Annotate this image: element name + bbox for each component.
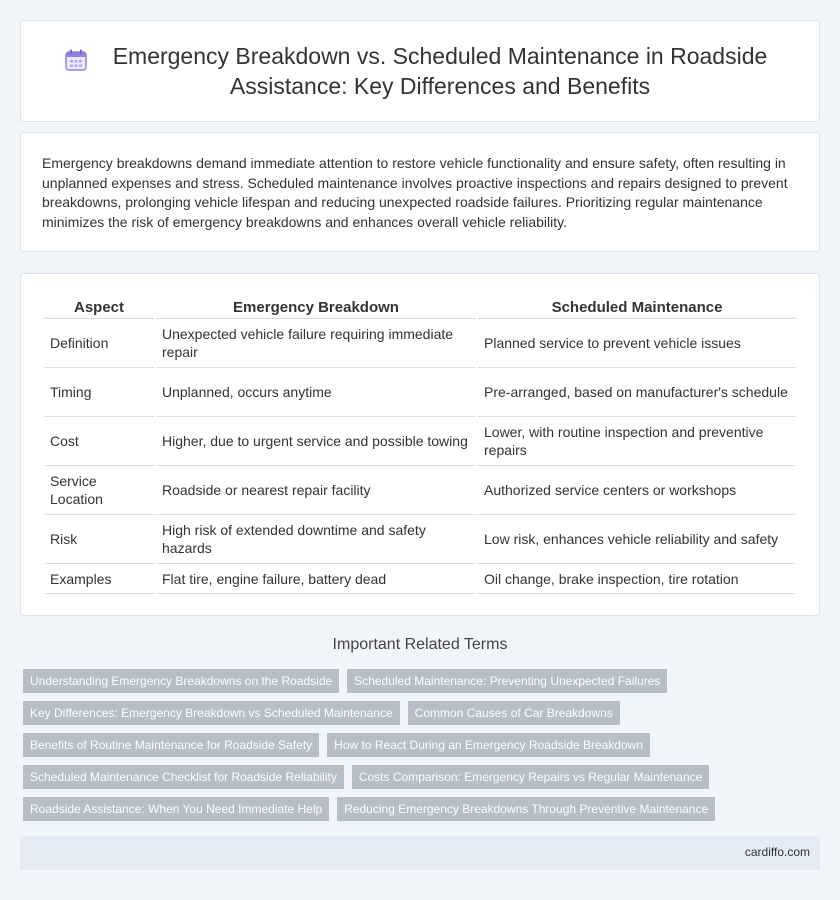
related-term-tag[interactable]: How to React During an Emergency Roadside Breakdown bbox=[327, 733, 650, 757]
tag-row bbox=[23, 765, 823, 789]
table-row bbox=[44, 417, 796, 466]
comparison-table-card bbox=[20, 273, 820, 616]
table-row bbox=[44, 368, 796, 417]
cell-aspect: Cost bbox=[44, 417, 154, 466]
cell-aspect: Definition bbox=[44, 319, 154, 368]
related-terms-heading: Important Related Terms bbox=[332, 636, 508, 653]
comparison-table bbox=[42, 297, 798, 594]
intro-card bbox=[20, 132, 820, 252]
footer bbox=[20, 836, 820, 870]
footer-site-link[interactable]: cardiffo.com bbox=[744, 845, 810, 859]
related-term-tag[interactable]: Understanding Emergency Breakdowns on the Roadside bbox=[23, 669, 339, 693]
related-term-tag[interactable]: Scheduled Maintenance Checklist for Roadside Reliability bbox=[23, 765, 344, 789]
header-emergency-breakdown: Emergency Breakdown bbox=[156, 297, 476, 319]
related-term-tag[interactable]: Key Differences: Emergency Breakdown vs Scheduled Maintenance bbox=[23, 701, 400, 725]
table-row bbox=[44, 466, 796, 515]
cell-scheduled: Planned service to prevent vehicle issues bbox=[478, 319, 796, 368]
cell-scheduled: Lower, with routine inspection and preventive repairs bbox=[478, 417, 796, 466]
cell-scheduled: Authorized service centers or workshops bbox=[478, 466, 796, 515]
title-card bbox=[20, 20, 820, 122]
related-terms-list bbox=[23, 669, 823, 829]
cell-emergency: Unexpected vehicle failure requiring immediate repair bbox=[156, 319, 476, 368]
tag-row bbox=[23, 797, 823, 821]
header-aspect: Aspect bbox=[44, 297, 154, 319]
tag-row bbox=[23, 669, 823, 693]
related-term-tag[interactable]: Reducing Emergency Breakdowns Through Preventive Maintenance bbox=[337, 797, 715, 821]
table-row bbox=[44, 319, 796, 368]
related-term-tag[interactable]: Roadside Assistance: When You Need Immediate Help bbox=[23, 797, 329, 821]
intro-paragraph: Emergency breakdowns demand immediate attention to restore vehicle functionality and ensure safety, often resulting in unplanned expenses and stress. Scheduled maintenance involves proactive inspections and repairs designed to prevent breakdowns, prolonging vehicle lifespan and reducing unexpected roadside failures. Prioritizing regular maintenance minimizes the risk of emergency breakdowns and enhances overall vehicle reliability. bbox=[42, 155, 788, 230]
related-term-tag[interactable]: Common Causes of Car Breakdowns bbox=[408, 701, 620, 725]
related-term-tag[interactable]: Costs Comparison: Emergency Repairs vs Regular Maintenance bbox=[352, 765, 709, 789]
header-scheduled-maintenance: Scheduled Maintenance bbox=[478, 297, 796, 319]
cell-emergency: Higher, due to urgent service and possible towing bbox=[156, 417, 476, 466]
cell-emergency: High risk of extended downtime and safety hazards bbox=[156, 515, 476, 564]
cell-emergency: Roadside or nearest repair facility bbox=[156, 466, 476, 515]
table-row bbox=[44, 515, 796, 564]
cell-aspect: Examples bbox=[44, 564, 154, 594]
table-row bbox=[44, 564, 796, 594]
tag-row bbox=[23, 701, 823, 725]
cell-scheduled: Pre-arranged, based on manufacturer's schedule bbox=[478, 368, 796, 417]
cell-emergency: Unplanned, occurs anytime bbox=[156, 368, 476, 417]
table-header-row bbox=[44, 297, 796, 319]
cell-aspect: Service Location bbox=[44, 466, 154, 515]
cell-aspect: Timing bbox=[44, 368, 154, 417]
cell-scheduled: Oil change, brake inspection, tire rotation bbox=[478, 564, 796, 594]
cell-scheduled: Low risk, enhances vehicle reliability and safety bbox=[478, 515, 796, 564]
tag-row bbox=[23, 733, 823, 757]
related-term-tag[interactable]: Scheduled Maintenance: Preventing Unexpected Failures bbox=[347, 669, 667, 693]
related-term-tag[interactable]: Benefits of Routine Maintenance for Roadside Safety bbox=[23, 733, 319, 757]
page-title: Emergency Breakdown vs. Scheduled Maintenance in Roadside Assistance: Key Differences and Benefits bbox=[112, 43, 768, 99]
cell-aspect: Risk bbox=[44, 515, 154, 564]
cell-emergency: Flat tire, engine failure, battery dead bbox=[156, 564, 476, 594]
